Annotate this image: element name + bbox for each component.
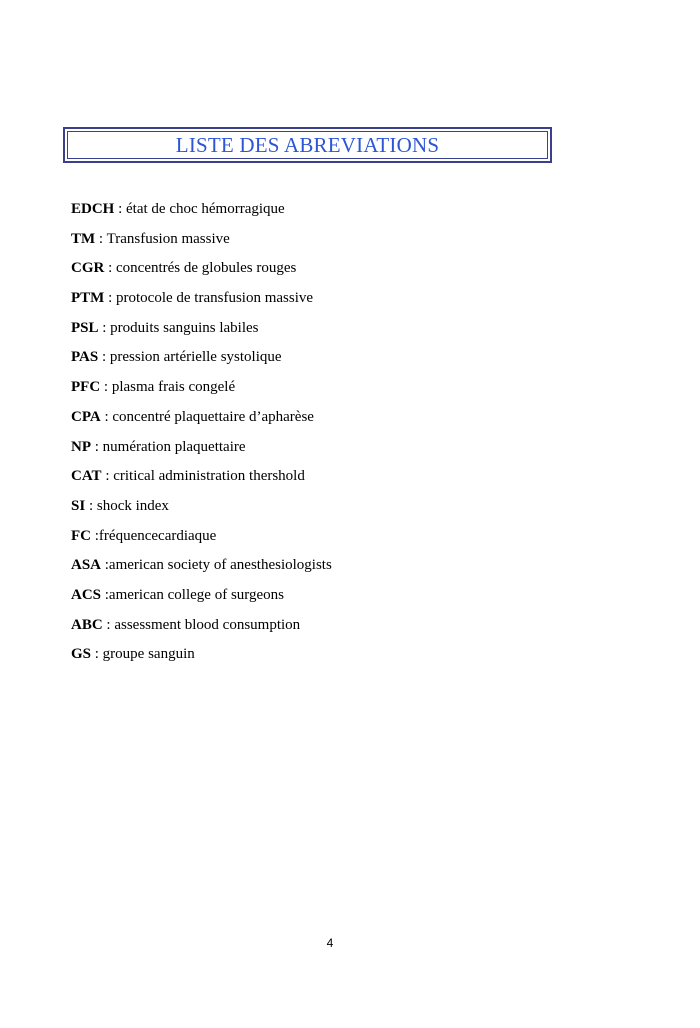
abbreviation-definition: : protocole de transfusion massive — [104, 290, 314, 307]
page-number: 4 — [326, 936, 334, 950]
abbreviation-item — [71, 228, 332, 258]
abbreviation-code: NP — [71, 438, 91, 455]
abbreviation-definition: : état de choc hémorragique — [114, 201, 285, 217]
abbreviation-code: PAS — [71, 349, 99, 366]
abbreviation-item — [71, 287, 332, 317]
abbreviation-definition: : shock index — [85, 497, 169, 514]
abbreviation-code: ASA — [71, 557, 102, 574]
abbreviation-definition: : produits sanguins labiles — [98, 319, 259, 336]
abbreviation-code: TM — [71, 230, 96, 247]
abbreviation-item — [71, 257, 332, 287]
abbreviation-definition: : groupe sanguin — [91, 646, 195, 663]
abbreviation-definition: : assessment blood consumption — [102, 616, 301, 633]
abbreviation-item — [71, 317, 332, 347]
abbreviation-definition: :american society of anesthesiologists — [101, 557, 332, 574]
abbreviation-item — [71, 376, 332, 406]
abbreviation-definition: :fréquencecardiaque — [91, 527, 217, 544]
abbreviation-code: ACS — [71, 586, 102, 603]
abbreviation-item — [71, 643, 332, 673]
abbreviation-code: CPA — [71, 408, 101, 425]
abbreviation-code: FC — [71, 527, 91, 544]
abbreviation-list — [71, 198, 332, 673]
abbreviation-code: CAT — [71, 468, 102, 485]
abbreviation-code: ABC — [71, 616, 103, 633]
abbreviation-item — [71, 198, 332, 228]
abbreviation-code: PSL — [71, 319, 99, 336]
abbreviation-code: PFC — [71, 379, 101, 396]
abbreviation-item — [71, 614, 332, 644]
abbreviation-item — [71, 436, 332, 466]
abbreviation-item — [71, 346, 332, 376]
abbreviation-item — [71, 554, 332, 584]
title-inner-frame — [67, 131, 548, 159]
abbreviation-code: PTM — [71, 290, 105, 307]
abbreviation-definition: : critical administration thershold — [101, 468, 305, 485]
abbreviation-item — [71, 465, 332, 495]
abbreviation-item — [71, 406, 332, 436]
abbreviation-definition: : plasma frais congelé — [100, 379, 236, 396]
abbreviation-code: CGR — [71, 260, 105, 277]
abbreviation-definition: : concentré plaquettaire d’apharèse — [100, 408, 314, 425]
abbreviation-item — [71, 584, 332, 614]
abbreviation-definition: : numération plaquettaire — [91, 438, 246, 455]
abbreviation-code: GS — [71, 646, 92, 663]
abbreviation-definition: : Transfusion massive — [95, 230, 230, 247]
abbreviation-definition: : pression artérielle systolique — [98, 349, 282, 366]
title-box — [63, 127, 552, 163]
abbreviation-item — [71, 495, 332, 525]
abbreviation-code: EDCH — [71, 201, 115, 217]
abbreviation-definition: : concentrés de globules rouges — [104, 260, 297, 277]
abbreviation-item — [71, 525, 332, 555]
page-title: LISTE DES ABREVIATIONS — [175, 132, 440, 157]
abbreviation-definition: :american college of surgeons — [101, 586, 285, 603]
abbreviation-code: SI — [71, 497, 86, 514]
